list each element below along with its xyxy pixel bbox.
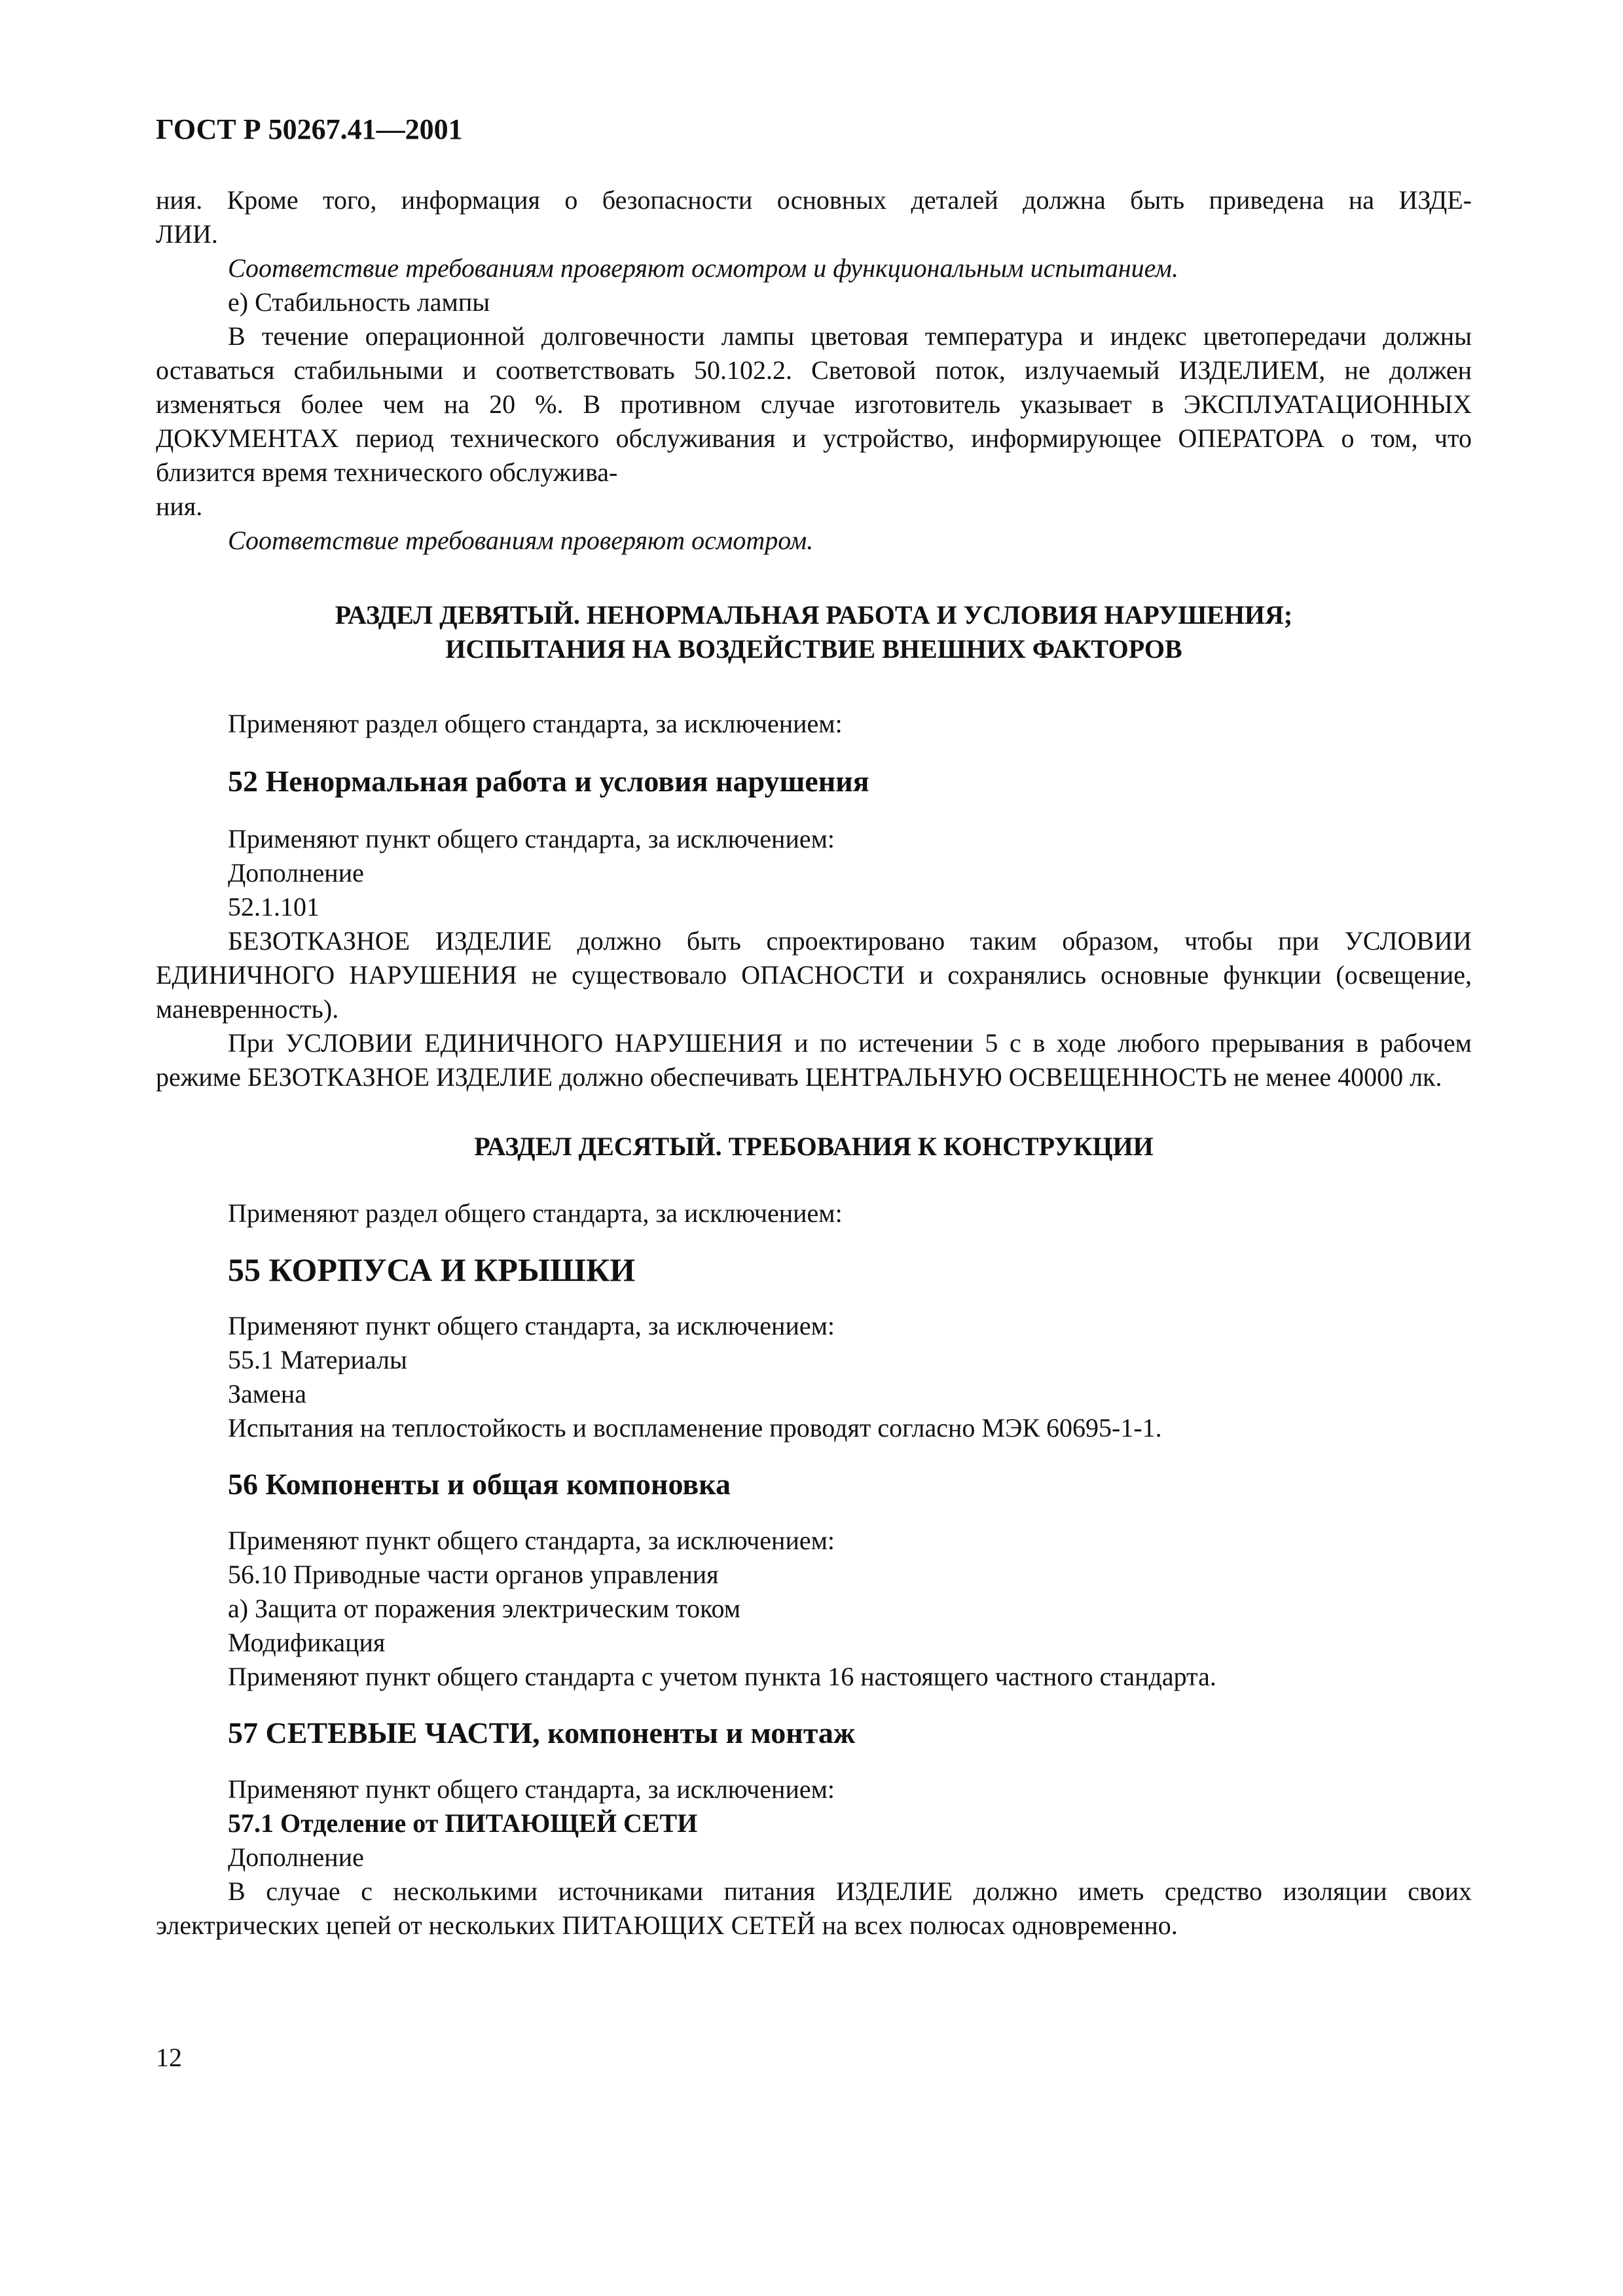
verification-note: Соответствие требованиям проверяют осмотром и функциональным испытанием. xyxy=(228,253,1178,283)
clause-heading: 52 Ненормальная работа и условия нарушения xyxy=(228,764,869,798)
paragraph: Замена xyxy=(228,1379,307,1408)
clause-number: 52.1.101 xyxy=(228,892,319,922)
paragraph: БЕЗОТКАЗНОЕ ИЗДЕЛИЕ должно быть спроектировано таким образом, чтобы при УСЛОВИИ ЕДИНИЧНОГО НАРУШЕНИЯ не существовало ОПАСНОСТИ и сохранялись основные функции (освещение, маневренность). xyxy=(156,926,1472,1024)
clause-heading: 57 СЕТЕВЫЕ ЧАСТИ, компоненты и монтаж xyxy=(228,1716,856,1749)
paragraph: Дополнение xyxy=(228,1842,364,1872)
clause-heading: 56 Компоненты и общая компоновка xyxy=(228,1467,731,1501)
subclause-title: е) Стабильность лампы xyxy=(228,287,490,317)
paragraph: Применяют пункт общего стандарта с учетом пункта 16 настоящего частного стандарта. xyxy=(228,1662,1216,1691)
subclause-title: 55.1 Материалы xyxy=(228,1345,407,1374)
paragraph: Применяют пункт общего стандарта, за исключением: xyxy=(228,1526,835,1555)
section-heading: РАЗДЕЛ ДЕСЯТЫЙ. ТРЕБОВАНИЯ К КОНСТРУКЦИИ xyxy=(474,1132,1154,1161)
paragraph: В случае с несколькими источниками питания ИЗДЕЛИЕ должно иметь средство изоляции своих электрических цепей от нескольких ПИТАЮЩИХ СЕТЕЙ на всех полюсах одновременно. xyxy=(156,1876,1472,1940)
paragraph: ния. Кроме того, информация о безопасности основных деталей должна быть приведена на ИЗДЕ- xyxy=(156,185,1472,215)
paragraph: Модификация xyxy=(228,1628,386,1657)
section-heading: ИСПЫТАНИЯ НА ВОЗДЕЙСТВИЕ ВНЕШНИХ ФАКТОРОВ xyxy=(445,634,1182,664)
clause-heading: 55 КОРПУСА И КРЫШКИ xyxy=(228,1251,636,1288)
paragraph: В течение операционной долговечности лампы цветовая температура и индекс цветопередачи должны оставаться стабильными и соответствовать 50.102.2. Световой поток, излучаемый ИЗДЕЛИЕМ, не должен изменяться более чем на 20 %. В противном случае изготовитель указывает в ЭКСПЛУАТАЦИОННЫХ ДОКУМЕНТАХ период технического обслуживания и устройство, информирующее ОПЕРАТОРА о том, что близится время технического обслужива- xyxy=(156,321,1472,487)
verification-note: Соответствие требованиям проверяют осмотром. xyxy=(228,526,814,555)
paragraph: ния. xyxy=(156,492,203,521)
section-heading: РАЗДЕЛ ДЕВЯТЫЙ. НЕНОРМАЛЬНАЯ РАБОТА И УСЛОВИЯ НАРУШЕНИЯ; xyxy=(335,600,1293,630)
document-code: ГОСТ Р 50267.41—2001 xyxy=(156,113,463,145)
paragraph: При УСЛОВИИ ЕДИНИЧНОГО НАРУШЕНИЯ и по истечении 5 с в ходе любого прерывания в рабочем режиме БЕЗОТКАЗНОЕ ИЗДЕЛИЕ должно обеспечивать ЦЕНТРАЛЬНУЮ ОСВЕЩЕННОСТЬ не менее 40000 лк. xyxy=(156,1028,1472,1092)
paragraph: ЛИИ. xyxy=(156,219,218,249)
paragraph: Испытания на теплостойкость и воспламенение проводят согласно МЭК 60695-1-1. xyxy=(228,1413,1162,1443)
paragraph: Применяют пункт общего стандарта, за исключением: xyxy=(228,1774,835,1804)
paragraph: Применяют пункт общего стандарта, за исключением: xyxy=(228,1311,835,1340)
paragraph: Дополнение xyxy=(228,858,364,888)
paragraph: Применяют раздел общего стандарта, за исключением: xyxy=(228,1198,843,1228)
body-text xyxy=(156,183,1472,1943)
paragraph: Применяют пункт общего стандарта, за исключением: xyxy=(228,824,835,853)
subclause-title: а) Защита от поражения электрическим током xyxy=(228,1594,741,1623)
subclause-title: 57.1 Отделение от ПИТАЮЩЕЙ СЕТИ xyxy=(228,1808,698,1838)
page-number: 12 xyxy=(156,2043,182,2072)
paragraph: Применяют раздел общего стандарта, за исключением: xyxy=(228,709,843,738)
subclause-title: 56.10 Приводные части органов управления xyxy=(228,1560,719,1589)
